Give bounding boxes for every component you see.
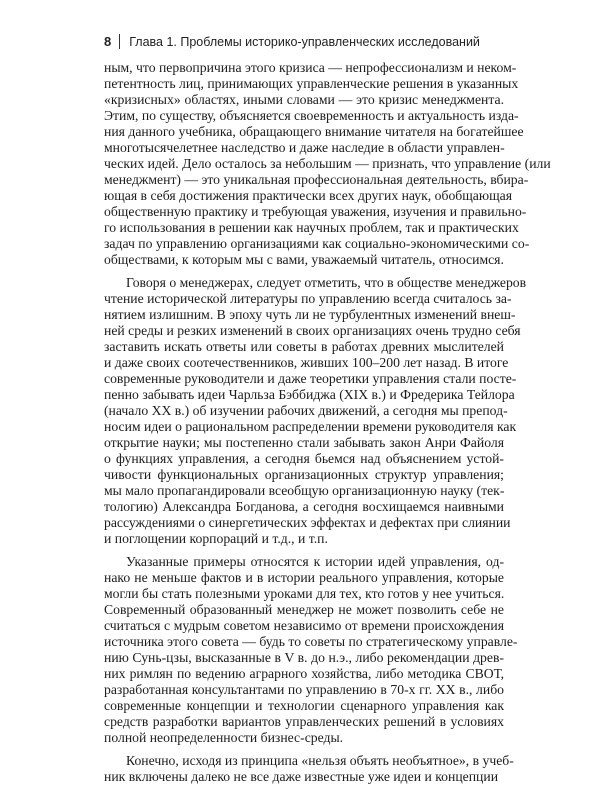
text-line: них римлян по ведению аграрного хозяйства, либо методика СВОТ,: [104, 666, 504, 681]
text-line: чивости функциональных организационных структур управления;: [104, 467, 504, 482]
page-number: 8: [104, 34, 112, 49]
paragraph-gap: [104, 746, 504, 753]
paragraph-3: [104, 554, 518, 746]
text-line: рассуждениями о синергетических эффектах и дефектах при слиянии: [104, 515, 511, 530]
text-line: ник включены далеко не все даже известные уже идеи и концепции: [104, 769, 499, 784]
text-line: и даже своих соотечественников, живших 100–200 лет назад. В итоге: [104, 355, 509, 370]
text-line: нятием излишним. В эпоху чуть ли не турбулентных изменений внеш-: [104, 307, 516, 322]
paragraph-4: [104, 753, 514, 785]
text-line: носим идеи о рациональном распределении времени руководителя как: [104, 419, 517, 434]
text-line: могли бы стать полезными уроками для тех, кто готов у нее учиться.: [104, 586, 505, 601]
header-divider: [119, 34, 120, 49]
text-line: ным, что первопричина этого кризиса — непрофессионализм и неком-: [104, 60, 517, 75]
text-line: Указанные примеры относятся к истории идей управления, од-: [126, 554, 504, 569]
text-line: источника этого совета — будь то советы по стратегическому управле-: [104, 634, 518, 649]
text-line: мы мало пропагандировали всеобщую организационную науку (тек-: [104, 483, 505, 498]
text-line: открытие науки; мы постепенно стали забывать закон Анри Файоля: [104, 435, 504, 450]
running-header: [104, 34, 504, 49]
text-line: петентность лиц, принимающих управленческие решения в указанных: [104, 76, 519, 91]
text-line: Говоря о менеджерах, следует отметить, что в обществе менеджеров: [126, 275, 527, 290]
text-line: разработанная консультантами по управлению в 70-х гг. XX в., либо: [104, 682, 504, 697]
text-line: современные концепции и технологии сценарного управления как: [104, 698, 504, 713]
text-line: Современный образованный менеджер не может позволить себе не: [104, 602, 504, 617]
text-line: ющая в себя достижения практически всех других наук, обобщающая: [104, 188, 513, 203]
text-line: тологию) Александра Богданова, а сегодня восхищаемся наивными: [104, 499, 504, 514]
text-line: полной неопределенности бизнес-среды.: [104, 730, 344, 745]
paragraph-gap: [104, 547, 504, 554]
text-line: считаться с мудрым советом независимо от времени происхождения: [104, 618, 504, 633]
text-line: о функциях управления, а сегодня бьемся над объяснением устой-: [104, 451, 504, 466]
text-line: общественную практику и требующая уважения, изучения и правильно-: [104, 204, 527, 219]
text-line: многотысячелетнее наследство и даже наследие в области управлен-: [104, 140, 505, 155]
text-line: Этим, по существу, объясняется своевременность и актуальность изда-: [104, 108, 519, 123]
text-line: обществами, к которым мы с вами, уважаемый читатель, относимся.: [104, 252, 504, 267]
text-line: ния данного учебника, обращающего внимание читателя на богатейшее: [104, 124, 524, 139]
text-line: средств разработки вариантов управленческих решений в условиях: [104, 714, 504, 729]
text-line: (начало XX в.) об изучении рабочих движений, а сегодня мы препод-: [104, 403, 508, 418]
chapter-title: Глава 1. Проблемы историко-управленческих исследований: [129, 34, 480, 49]
text-line: «кризисных» областях, иными словами — это кризис менеджмента.: [104, 92, 504, 107]
text-line: ней среды и резких изменений в своих организациях очень трудно себя: [104, 323, 521, 338]
text-line: заставить искать ответы или советы в работах древних мыслителей: [104, 339, 504, 354]
paragraph-2: [104, 275, 527, 547]
text-line: го использования в решении как научных проблем, так и практических: [104, 220, 519, 235]
text-line: пенно забывать идеи Чарльза Бэббиджа (XIX в.) и Фредерика Тейлора: [104, 387, 515, 402]
text-line: нако не меньше фактов и в истории реального управления, которые: [104, 570, 504, 585]
paragraph-1: [104, 60, 551, 268]
body-text: [104, 60, 551, 785]
text-line: чтение исторической литературы по управлению всегда считалось за-: [104, 291, 512, 306]
text-line: современные руководители и даже теоретики управления стали посте-: [104, 371, 517, 386]
text-line: менеджмент) — это уникальная профессиональная деятельность, вбира-: [104, 172, 529, 187]
text-line: нию Сунь-цзы, высказанные в V в. до н.э., либо рекомендации древ-: [104, 650, 504, 665]
text-line: Конечно, исходя из принципа «нельзя объять необъятное», в учеб-: [126, 753, 514, 768]
text-line: задач по управлению организациями как социально-экономическими со-: [104, 236, 530, 251]
text-line: и поглощении корпораций и т.д., и т.п.: [104, 531, 328, 546]
text-line: ческих идей. Дело осталось за небольшим — признать, что управление (или: [104, 156, 551, 171]
paragraph-gap: [104, 268, 504, 275]
